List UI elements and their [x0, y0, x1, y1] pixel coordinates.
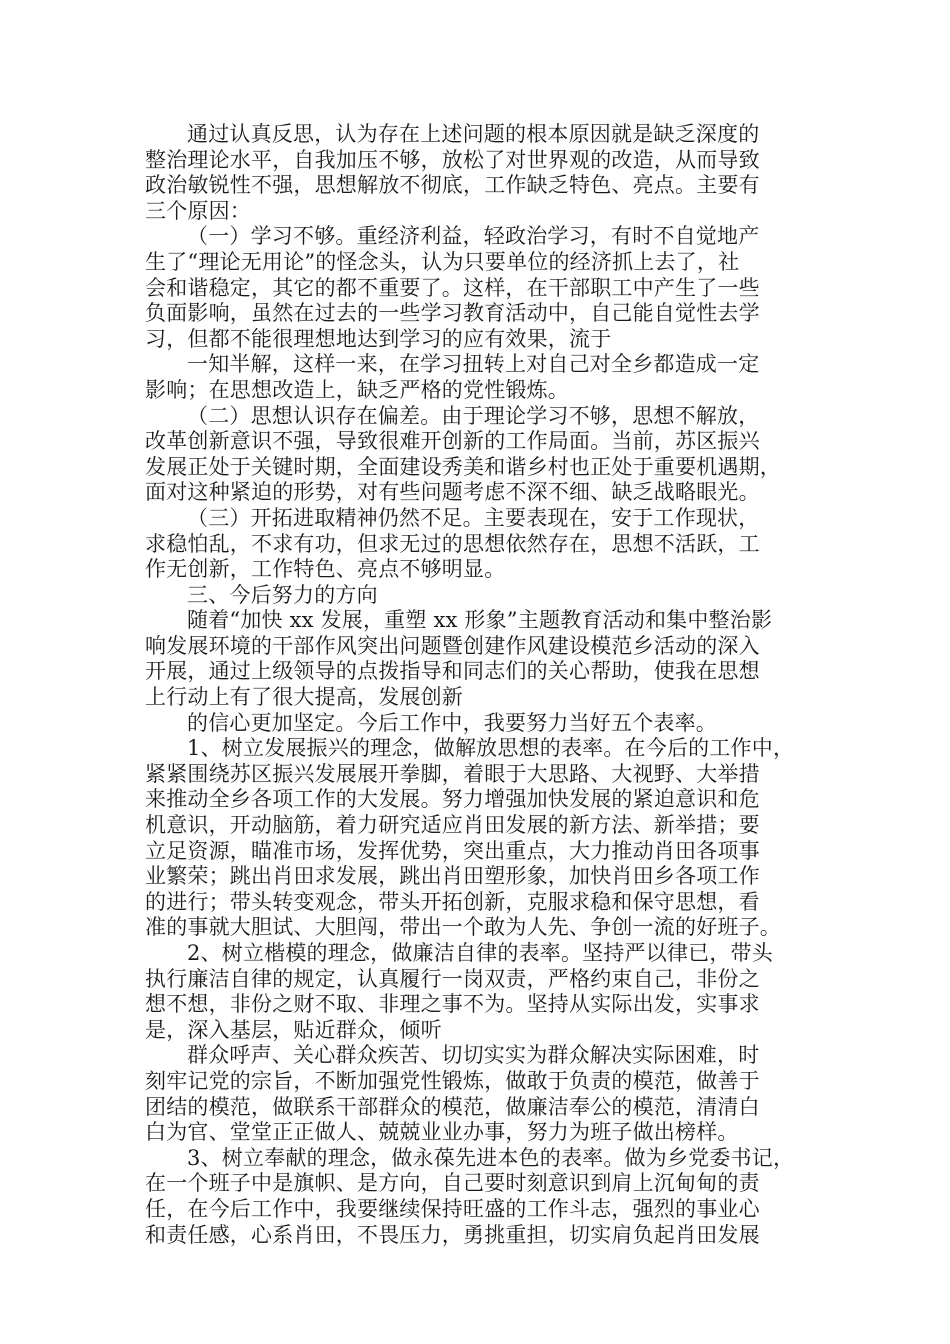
text-line: 紧紧围绕苏区振兴发展展开拳脚，着眼于大思路、大视野、大举措: [145, 761, 760, 786]
text-line: （三）开拓进取精神仍然不足。主要表现在，安于工作现状，: [187, 505, 760, 530]
text-line: 刻牢记党的宗旨，不断加强党性锻炼，做敢于负责的模范，做善于: [145, 1068, 760, 1093]
text-line: 通过认真反思，认为存在上述问题的根本原因就是缺乏深度的: [187, 122, 760, 146]
text-line: 团结的模范，做联系干部群众的模范，做廉洁奉公的模范，清清白: [145, 1094, 760, 1119]
text-line: 响发展环境的干部作风突出问题暨创建作风建设模范乡活动的深入: [145, 633, 760, 658]
text-line: 作无创新，工作特色、亮点不够明显。: [145, 557, 506, 582]
text-line: 政治敏锐性不强，思想解放不彻底，工作缺乏特色、亮点。主要有: [145, 173, 760, 198]
text-line: （一）学习不够。重经济利益，轻政治学习，有时不自觉地产: [187, 224, 760, 249]
text-line: 三、今后努力的方向: [187, 582, 378, 607]
text-line: 机意识，开动脑筋，着力研究适应肖田发展的新方法、新举措；要: [145, 813, 760, 838]
text-line: 求稳怕乱，不求有功，但求无过的思想依然存在，思想不活跃，工: [145, 531, 760, 556]
text-line: 发展正处于关键时期，全面建设秀美和谐乡村也正处于重要机遇期，: [145, 454, 781, 479]
text-line: 的进行；带头转变观念，带头开拓创新，克服求稳和保守思想，看: [145, 889, 760, 914]
text-line: 面对这种紧迫的形势，对有些问题考虑不深不细、缺乏战略眼光。: [145, 480, 760, 505]
text-line: 2、树立楷模的理念，做廉洁自律的表率。坚持严以律已，带头: [187, 941, 773, 965]
text-line: 立足资源，瞄准市场，发挥优势，突出重点，大力推动肖田各项事: [145, 838, 760, 863]
text-line: 群众呼声、关心群众疾苦、切切实实为群众解决实际困难，时: [187, 1043, 760, 1068]
text-line: 上行动上有了很大提高，发展创新: [145, 685, 463, 710]
text-line: 和责任感，心系肖田，不畏压力，勇挑重担，切实肩负起肖田发展: [145, 1222, 760, 1247]
text-line: 想不想，非份之财不取、非理之事不为。坚持从实际出发，实事求: [145, 992, 760, 1017]
text-line: 1、树立发展振兴的理念，做解放思想的表率。在今后的工作中，: [187, 736, 795, 761]
text-line: 准的事就大胆试、大胆闯，带出一个敢为人先、争创一流的好班子。: [145, 915, 781, 940]
text-line: 一知半解，这样一来，在学习扭转上对自己对全乡都造成一定: [187, 352, 760, 377]
text-line: 的信心更加坚定。今后工作中，我要努力当好五个表率。: [187, 710, 717, 735]
text-line: 负面影响，虽然在过去的一些学习教育活动中，自己能自觉性去学: [145, 301, 760, 326]
text-line: 三个原因：: [145, 198, 251, 223]
text-line: 白为官、堂堂正正做人、兢兢业业办事，努力为班子做出榜样。: [145, 1120, 739, 1145]
text-line: 整治理论水平，自我加压不够，放松了对世界观的改造，从而导致: [145, 147, 760, 172]
text-line: 来推动全乡各项工作的大发展。努力增强加快发展的紧迫意识和危: [145, 787, 760, 812]
text-line: 会和谐稳定，其它的都不重要了。这样，在干部职工中产生了一些: [145, 275, 760, 300]
text-line: 在一个班子中是旗帜、是方向，自己要时刻意识到肩上沉甸甸的责: [145, 1171, 760, 1196]
text-line: 随着“加快 xx 发展，重塑 xx 形象”主题教育活动和集中整治影: [187, 608, 773, 633]
text-line: 开展，通过上级领导的点拨指导和同志们的关心帮助，使我在思想: [145, 659, 760, 684]
text-line: （二）思想认识存在偏差。由于理论学习不够，思想不解放，: [187, 403, 760, 428]
text-line: 习，但都不能很理想地达到学习的应有效果，流于: [145, 326, 612, 351]
text-line: 改革创新意识不强，导致很难开创新的工作局面。当前，苏区振兴: [145, 429, 760, 454]
text-line: 3、树立奉献的理念，做永葆先进本色的表率。做为乡党委书记，: [187, 1145, 795, 1170]
text-line: 任，在今后工作中，我要继续保持旺盛的工作斗志，强烈的事业心: [145, 1196, 760, 1221]
text-line: 影响；在思想改造上，缺乏严格的党性锻炼。: [145, 377, 569, 402]
text-line: 是，深入基层，贴近群众，倾听: [145, 1017, 442, 1042]
text-line: 业繁荣；跳出肖田求发展，跳出肖田塑形象，加快肖田乡各项工作: [145, 864, 760, 889]
text-line: 执行廉洁自律的规定，认真履行一岗双责，严格约束自己，非份之: [145, 966, 760, 991]
document-body: [145, 122, 825, 1248]
text-line: 生了“理论无用论”的怪念头，认为只要单位的经济抓上去了，社: [145, 249, 740, 274]
